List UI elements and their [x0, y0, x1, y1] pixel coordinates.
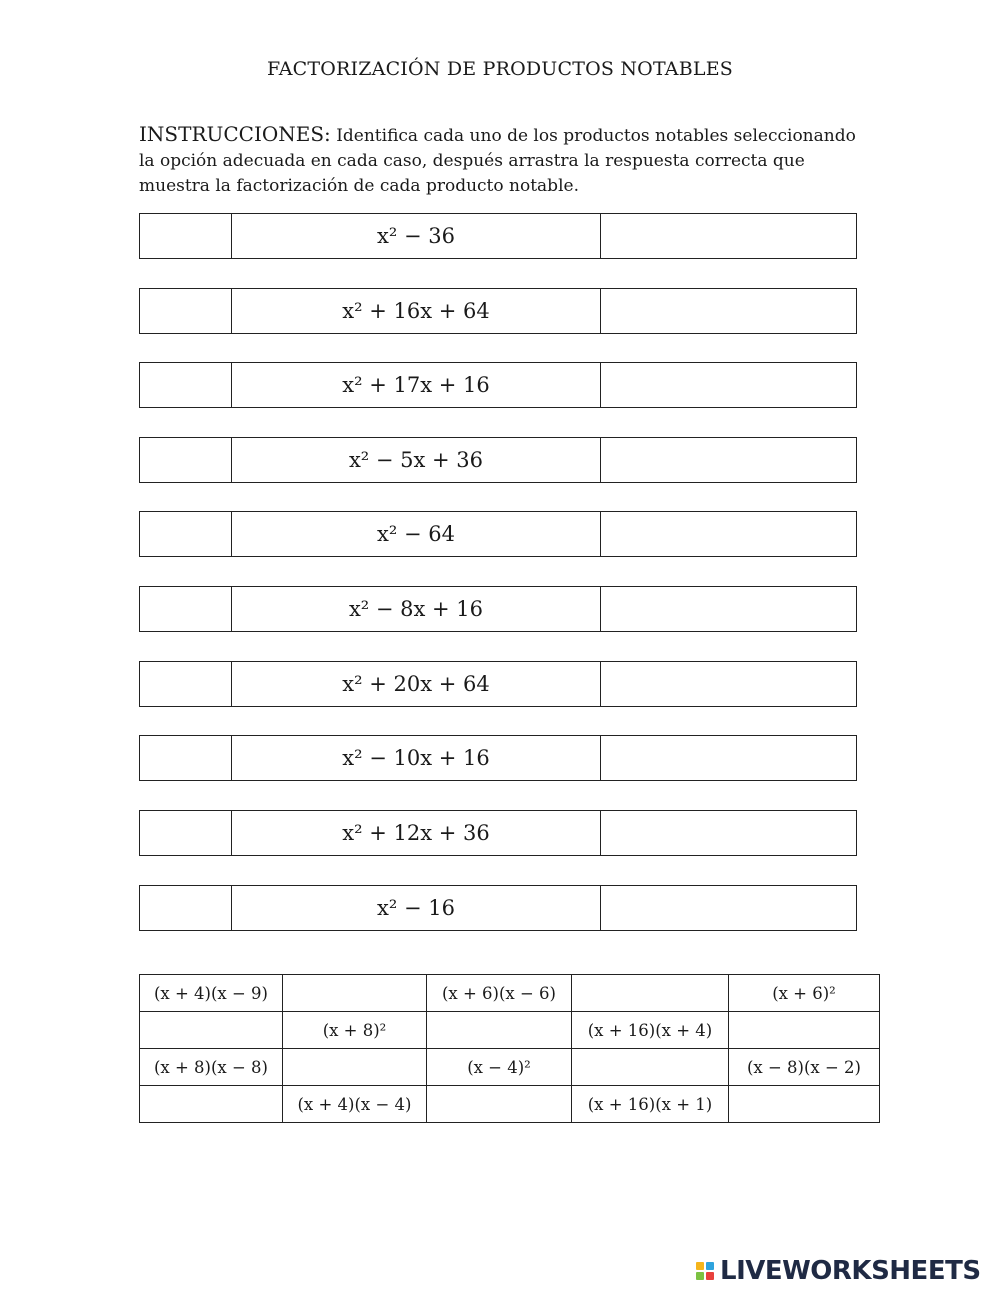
answer-chip[interactable]: (x + 8)(x − 8)	[140, 1049, 283, 1086]
type-select-box[interactable]	[140, 363, 232, 407]
exercise-row	[139, 661, 857, 707]
empty-slot	[427, 1012, 572, 1049]
type-select-box[interactable]	[140, 438, 232, 482]
answer-chip[interactable]: (x + 4)(x − 9)	[140, 975, 283, 1012]
answer-chip[interactable]: (x + 8)²	[283, 1012, 427, 1049]
answer-drop-zone[interactable]	[601, 811, 856, 855]
exercise-row	[139, 213, 857, 259]
expression-cell: x² − 5x + 36	[232, 438, 601, 482]
answer-chip[interactable]: (x + 16)(x + 4)	[572, 1012, 729, 1049]
answer-chip[interactable]: (x + 16)(x + 1)	[572, 1086, 729, 1123]
answer-chip[interactable]: (x + 6)²	[729, 975, 880, 1012]
expression-cell: x² + 20x + 64	[232, 662, 601, 706]
answer-bank-row	[140, 975, 880, 1012]
empty-slot	[427, 1086, 572, 1123]
type-select-box[interactable]	[140, 289, 232, 333]
liveworksheets-logo	[696, 1256, 981, 1286]
answer-drop-zone[interactable]	[601, 512, 856, 556]
answer-drop-zone[interactable]	[601, 662, 856, 706]
instructions	[139, 122, 869, 199]
expression-cell: x² − 64	[232, 512, 601, 556]
empty-slot	[729, 1012, 880, 1049]
expression-cell: x² + 12x + 36	[232, 811, 601, 855]
empty-slot	[140, 1086, 283, 1123]
answer-drop-zone[interactable]	[601, 587, 856, 631]
type-select-box[interactable]	[140, 214, 232, 258]
expression-cell: x² − 8x + 16	[232, 587, 601, 631]
answer-bank-row	[140, 1049, 880, 1086]
type-select-box[interactable]	[140, 662, 232, 706]
answer-bank-row	[140, 1012, 880, 1049]
instructions-text: Identifica cada uno de los productos notables seleccionando la opción adecuada en cada caso, después arrastra la respuesta correcta que muestra la factorización de cada producto notable.	[139, 126, 856, 196]
empty-slot	[729, 1086, 880, 1123]
exercise-row	[139, 885, 857, 931]
exercise-row	[139, 586, 857, 632]
empty-slot	[283, 1049, 427, 1086]
liveworksheets-mark-icon	[696, 1262, 714, 1280]
type-select-box[interactable]	[140, 886, 232, 930]
expression-cell: x² + 17x + 16	[232, 363, 601, 407]
expression-cell: x² + 16x + 64	[232, 289, 601, 333]
exercise-row	[139, 288, 857, 334]
answer-drop-zone[interactable]	[601, 736, 856, 780]
answer-drop-zone[interactable]	[601, 363, 856, 407]
type-select-box[interactable]	[140, 512, 232, 556]
answer-chip[interactable]: (x − 8)(x − 2)	[729, 1049, 880, 1086]
exercise-row	[139, 810, 857, 856]
expression-cell: x² − 10x + 16	[232, 736, 601, 780]
instructions-lead: INSTRUCCIONES:	[139, 122, 331, 146]
answer-bank-row	[140, 1086, 880, 1123]
empty-slot	[572, 1049, 729, 1086]
answer-bank	[139, 974, 880, 1123]
empty-slot	[283, 975, 427, 1012]
worksheet-title: FACTORIZACIÓN DE PRODUCTOS NOTABLES	[267, 58, 733, 80]
empty-slot	[572, 975, 729, 1012]
answer-chip[interactable]: (x + 4)(x − 4)	[283, 1086, 427, 1123]
exercise-row	[139, 437, 857, 483]
type-select-box[interactable]	[140, 811, 232, 855]
expression-cell: x² − 36	[232, 214, 601, 258]
exercise-row	[139, 362, 857, 408]
empty-slot	[140, 1012, 283, 1049]
answer-drop-zone[interactable]	[601, 289, 856, 333]
answer-drop-zone[interactable]	[601, 438, 856, 482]
type-select-box[interactable]	[140, 736, 232, 780]
exercise-row	[139, 735, 857, 781]
answer-chip[interactable]: (x + 6)(x − 6)	[427, 975, 572, 1012]
exercise-row	[139, 511, 857, 557]
logo-text: LIVEWORKSHEETS	[720, 1256, 981, 1286]
type-select-box[interactable]	[140, 587, 232, 631]
answer-chip[interactable]: (x − 4)²	[427, 1049, 572, 1086]
answer-drop-zone[interactable]	[601, 886, 856, 930]
answer-drop-zone[interactable]	[601, 214, 856, 258]
expression-cell: x² − 16	[232, 886, 601, 930]
